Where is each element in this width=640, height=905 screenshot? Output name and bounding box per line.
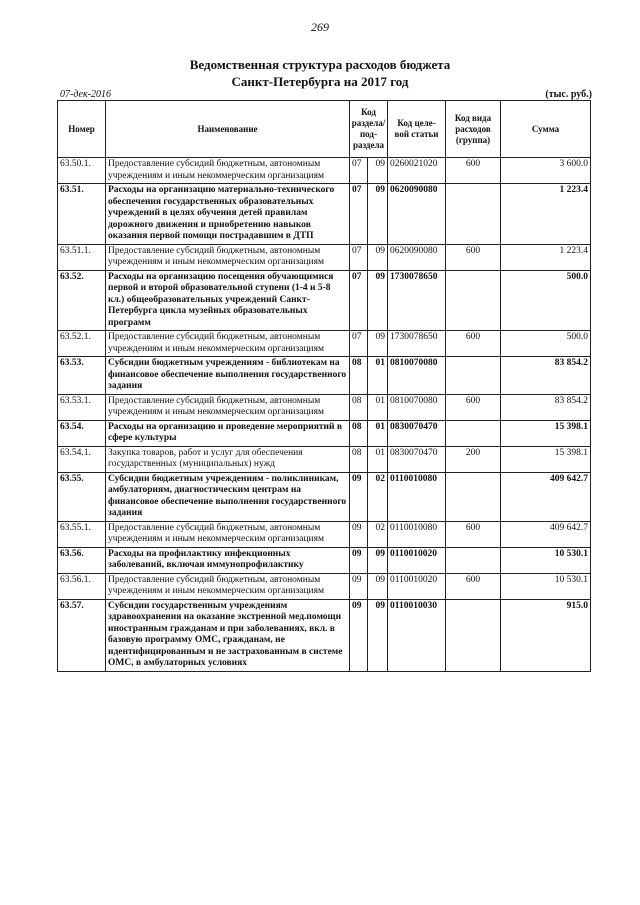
table-row: [58, 521, 591, 547]
row-article: 0810070080: [388, 357, 446, 395]
row-expense-type: 600: [446, 521, 501, 547]
row-sum: 10 530.1: [501, 573, 591, 599]
row-expense-type: [446, 420, 501, 446]
row-subsection: 01: [368, 357, 388, 395]
row-sum: 1 223.4: [501, 184, 591, 245]
row-name: Субсидии бюджетным учреждениям - поликлиникам, амбулаториям, диагностическим центрам на финансовое обеспечение выполнения государственного задания: [106, 472, 350, 521]
row-expense-type: 600: [446, 394, 501, 420]
row-sum: 915.0: [501, 599, 591, 671]
row-sum: 1 223.4: [501, 244, 591, 270]
header-number: Номер: [58, 101, 106, 158]
row-article: 0620090080: [388, 184, 446, 245]
row-article: 0810070080: [388, 394, 446, 420]
row-article: 0110010080: [388, 472, 446, 521]
row-name: Закупка товаров, работ и услуг для обеспечения государственных (муниципальных) нужд: [106, 446, 350, 472]
row-number: 63.56.: [58, 547, 106, 573]
row-section: 07: [350, 270, 368, 331]
row-sum: 3 600.0: [501, 158, 591, 184]
row-sum: 15 398.1: [501, 420, 591, 446]
row-subsection: 01: [368, 446, 388, 472]
table-row: [58, 420, 591, 446]
row-subsection: 02: [368, 521, 388, 547]
row-number: 63.52.1.: [58, 331, 106, 357]
report-date: 07-дек-2016: [60, 89, 111, 100]
row-article: 1730078650: [388, 331, 446, 357]
row-number: 63.50.1.: [58, 158, 106, 184]
row-number: 63.53.: [58, 357, 106, 395]
row-section: 09: [350, 472, 368, 521]
row-subsection: 09: [368, 331, 388, 357]
row-expense-type: [446, 184, 501, 245]
row-name: Субсидии государственным учреждениям здравоохранения на оказание экстренной мед.помощи иностранным гражданам и при заболеваниях, вкл. в базовую программу ОМС, гражданам, не идентифицированным и не застрахованным в системе ОМС, в амбулаторных условиях: [106, 599, 350, 671]
row-name: Предоставление субсидий бюджетным, автономным учреждениям и иным некоммерческим организациям: [106, 394, 350, 420]
row-expense-type: [446, 599, 501, 671]
row-expense-type: 600: [446, 244, 501, 270]
row-number: 63.56.1.: [58, 573, 106, 599]
row-number: 63.54.1.: [58, 446, 106, 472]
table-row: [58, 357, 591, 395]
table-row: [58, 244, 591, 270]
row-section: 07: [350, 244, 368, 270]
row-expense-type: 200: [446, 446, 501, 472]
row-expense-type: [446, 472, 501, 521]
row-expense-type: [446, 357, 501, 395]
row-section: 07: [350, 331, 368, 357]
row-sum: 15 398.1: [501, 446, 591, 472]
row-name: Предоставление субсидий бюджетным, автономным учреждениям и иным некоммерческим организациям: [106, 244, 350, 270]
row-section: 08: [350, 357, 368, 395]
table-row: [58, 158, 591, 184]
row-name: Предоставление субсидий бюджетным, автономным учреждениям и иным некоммерческим организациям: [106, 158, 350, 184]
row-section: 09: [350, 547, 368, 573]
row-article: 0830070470: [388, 420, 446, 446]
table-row: [58, 547, 591, 573]
row-number: 63.53.1.: [58, 394, 106, 420]
row-article: 0110010020: [388, 573, 446, 599]
row-expense-type: 600: [446, 573, 501, 599]
page-number: 269: [311, 20, 329, 34]
row-name: Предоставление субсидий бюджетным, автономным учреждениям и иным некоммерческим организациям: [106, 331, 350, 357]
row-name: Расходы на организацию материально-технического обеспечения государственных образовательных учреждений в целях обучения детей правилам дорожного движения и приобретению навыков оказания первой помощи пострадавшим в ДТП: [106, 184, 350, 245]
header-section: Код раздела/ под- раздела: [350, 101, 388, 158]
units-label: (тыс. руб.): [545, 89, 592, 100]
row-subsection: 09: [368, 244, 388, 270]
row-expense-type: 600: [446, 158, 501, 184]
table-row: [58, 270, 591, 331]
row-number: 63.52.: [58, 270, 106, 331]
row-number: 63.57.: [58, 599, 106, 671]
header-expense-type: Код вида расходов (группа): [446, 101, 501, 158]
row-sum: 83 854.2: [501, 357, 591, 395]
budget-table: [57, 100, 591, 672]
row-sum: 409 642.7: [501, 521, 591, 547]
row-section: 08: [350, 420, 368, 446]
row-name: Расходы на организацию посещения обучающимися первой и второй образовательной ступени (1-4 и 5-8 кл.) общеобразовательных учреждений Санкт-Петербурга цикла музейных образовательных программ: [106, 270, 350, 331]
row-section: 08: [350, 394, 368, 420]
table-body: [58, 158, 591, 672]
row-sum: 500.0: [501, 270, 591, 331]
row-article: 1730078650: [388, 270, 446, 331]
title-line-2: Санкт-Петербурга на 2017 год: [231, 74, 409, 89]
title-line-1: Ведомственная структура расходов бюджета: [189, 57, 451, 72]
table-row: [58, 599, 591, 671]
row-subsection: 09: [368, 158, 388, 184]
row-expense-type: [446, 547, 501, 573]
row-article: 0620090080: [388, 244, 446, 270]
table-row: [58, 472, 591, 521]
row-subsection: 09: [368, 270, 388, 331]
row-number: 63.55.: [58, 472, 106, 521]
row-number: 63.51.: [58, 184, 106, 245]
row-sum: 83 854.2: [501, 394, 591, 420]
row-subsection: 09: [368, 547, 388, 573]
row-section: 09: [350, 599, 368, 671]
row-name: Расходы на профилактику инфекционных заболеваний, включая иммунопрофилактику: [106, 547, 350, 573]
row-sum: 10 530.1: [501, 547, 591, 573]
row-section: 09: [350, 573, 368, 599]
row-article: 0830070470: [388, 446, 446, 472]
row-expense-type: [446, 270, 501, 331]
row-subsection: 09: [368, 573, 388, 599]
row-subsection: 01: [368, 394, 388, 420]
row-name: Расходы на организацию и проведение мероприятий в сфере культуры: [106, 420, 350, 446]
row-number: 63.51.1.: [58, 244, 106, 270]
row-name: Предоставление субсидий бюджетным, автономным учреждениям и иным некоммерческим организациям: [106, 521, 350, 547]
header-name: Наименование: [106, 101, 350, 158]
row-sum: 500.0: [501, 331, 591, 357]
table-row: [58, 446, 591, 472]
row-name: Субсидии бюджетным учреждениям - библиотекам на финансовое обеспечение выполнения государственного задания: [106, 357, 350, 395]
row-article: 0110010080: [388, 521, 446, 547]
row-expense-type: 600: [446, 331, 501, 357]
row-subsection: 09: [368, 599, 388, 671]
table-row: [58, 573, 591, 599]
table-row: [58, 394, 591, 420]
table-header-row: [58, 101, 591, 158]
row-subsection: 02: [368, 472, 388, 521]
header-sum: Сумма: [501, 101, 591, 158]
row-subsection: 01: [368, 420, 388, 446]
document-title: [0, 56, 640, 90]
row-article: 0110010030: [388, 599, 446, 671]
row-number: 63.55.1.: [58, 521, 106, 547]
row-article: 0260021020: [388, 158, 446, 184]
table-row: [58, 184, 591, 245]
header-article: Код целе- вой статьи: [388, 101, 446, 158]
row-section: 07: [350, 158, 368, 184]
row-section: 09: [350, 521, 368, 547]
row-name: Предоставление субсидий бюджетным, автономным учреждениям и иным некоммерческим организациям: [106, 573, 350, 599]
row-section: 08: [350, 446, 368, 472]
row-article: 0110010020: [388, 547, 446, 573]
table-row: [58, 331, 591, 357]
row-number: 63.54.: [58, 420, 106, 446]
row-section: 07: [350, 184, 368, 245]
row-sum: 409 642.7: [501, 472, 591, 521]
row-subsection: 09: [368, 184, 388, 245]
